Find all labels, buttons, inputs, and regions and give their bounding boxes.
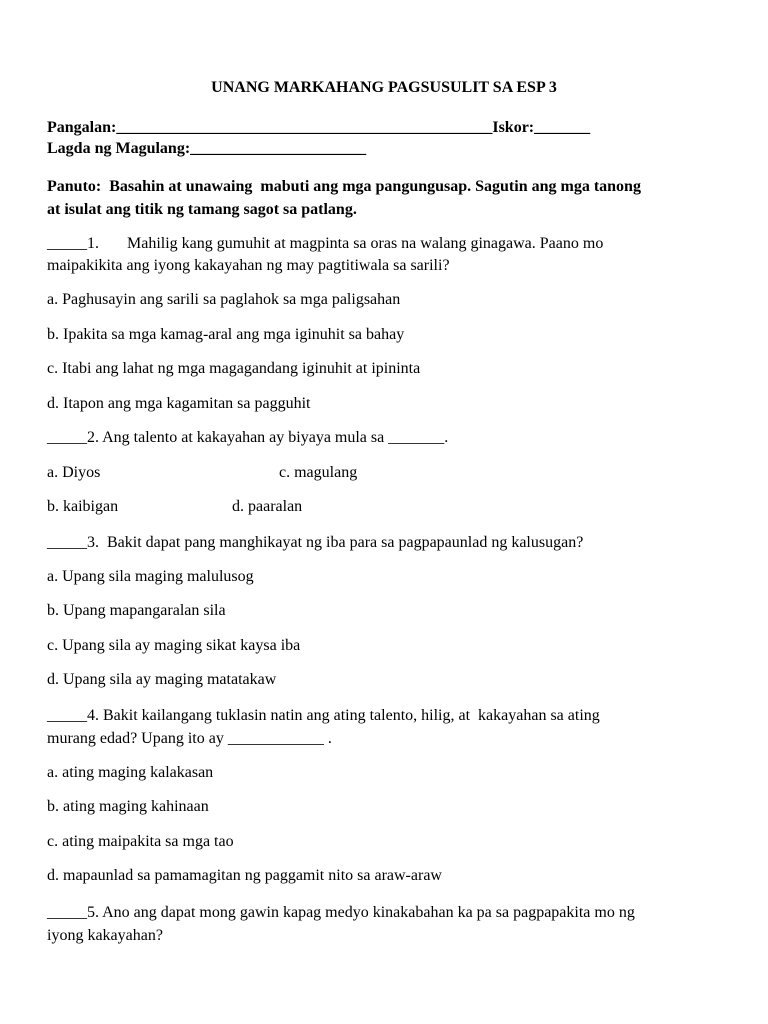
question-3-stem: _____3. Bakit dapat pang manghikayat ng iba para sa pagpapaunlad ng kalusugan? bbox=[47, 534, 584, 551]
exam-title: UNANG MARKAHANG PAGSUSULIT SA ESP 3 bbox=[211, 79, 557, 96]
question-2-choice-b: b. kaibigan bbox=[47, 498, 119, 515]
question-4-stem-cont: murang edad? Upang ito ay ____________ . bbox=[47, 730, 332, 747]
instructions-line-2: at isulat ang titik ng tamang sagot sa patlang. bbox=[47, 201, 357, 218]
question-3-choice-a: a. Upang sila maging malulusog bbox=[47, 568, 254, 585]
question-1-stem: _____1. Mahilig kang gumuhit at magpinta sa oras na walang ginagawa. Paano mo bbox=[47, 235, 604, 252]
question-3-choice-b: b. Upang mapangaralan sila bbox=[47, 602, 226, 619]
question-5-stem: _____5. Ano ang dapat mong gawin kapag medyo kinakabahan ka pa sa pagpapakita mo ng bbox=[47, 904, 635, 921]
question-1-stem-cont: maipakikita ang iyong kakayahan ng may pagtitiwala sa sarili? bbox=[47, 257, 450, 274]
question-4-choice-c: c. ating maipakita sa mga tao bbox=[47, 833, 234, 850]
question-2-choice-d: d. paaralan bbox=[232, 498, 303, 515]
name-score-line: Pangalan:_______________________________________________Iskor:_______ bbox=[47, 119, 591, 136]
question-3-choice-c: c. Upang sila ay maging sikat kaysa iba bbox=[47, 637, 301, 654]
question-1-choice-d: d. Itapon ang mga kagamitan sa pagguhit bbox=[47, 395, 311, 412]
question-5-stem-cont: iyong kakayahan? bbox=[47, 927, 163, 944]
parent-signature-line: Lagda ng Magulang:______________________ bbox=[47, 140, 367, 157]
question-4-choice-d: d. mapaunlad sa pamamagitan ng paggamit nito sa araw-araw bbox=[47, 867, 442, 884]
question-3-choice-d: d. Upang sila ay maging matatakaw bbox=[47, 671, 277, 688]
question-4-stem: _____4. Bakit kailangang tuklasin natin ang ating talento, hilig, at kakayahan sa ating bbox=[47, 707, 600, 724]
question-2-choice-a: a. Diyos bbox=[47, 464, 101, 481]
question-4-choice-b: b. ating maging kahinaan bbox=[47, 798, 209, 815]
question-2-choice-c: c. magulang bbox=[279, 464, 358, 481]
question-4-choice-a: a. ating maging kalakasan bbox=[47, 764, 214, 781]
question-1-choice-a: a. Paghusayin ang sarili sa paglahok sa mga paligsahan bbox=[47, 291, 401, 308]
instructions-line-1: Panuto: Basahin at unawaing mabuti ang mga pangungusap. Sagutin ang mga tanong bbox=[47, 178, 641, 195]
question-2-stem: _____2. Ang talento at kakayahan ay biyaya mula sa _______. bbox=[47, 429, 449, 446]
question-1-choice-c: c. Itabi ang lahat ng mga magagandang iginuhit at ipininta bbox=[47, 360, 421, 377]
question-1-choice-b: b. Ipakita sa mga kamag-aral ang mga iginuhit sa bahay bbox=[47, 326, 405, 343]
